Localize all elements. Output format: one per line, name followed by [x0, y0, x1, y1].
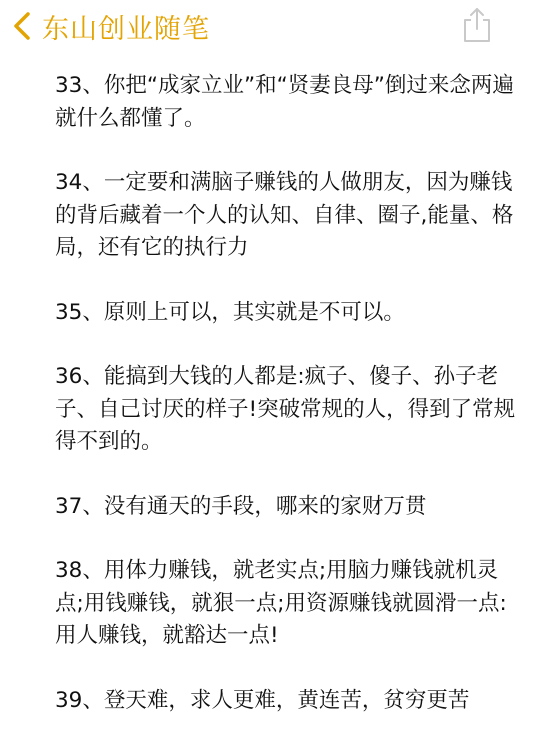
entry-36: 36、能搞到大钱的人都是:疯子、傻子、孙子老子、自己讨厌的样子!突破常规的人，得到了常规得不到的。 — [55, 364, 516, 454]
entry-34: 34、一定要和满脑子赚钱的人做朋友，因为赚钱的背后藏着一个人的认知、自律、圈子,能量、格局，还有它的执行力 — [55, 170, 514, 260]
entry-37: 37、没有通天的手段，哪来的家财万贯 — [55, 493, 427, 519]
entry-38: 38、用体力赚钱，就老实点;用脑力赚钱就机灵点;用钱赚钱，就狠一点;用资源赚钱就圆滑一点:用人赚钱，就豁达一点! — [55, 558, 507, 648]
entry-33: 33、你把“成家立业”和“贤妻良母”倒过来念两遍就什么都懂了。 — [55, 73, 514, 131]
back-button[interactable] — [10, 6, 210, 46]
share-button[interactable] — [460, 6, 494, 44]
entry-35: 35、原则上可以，其实就是不可以。 — [55, 299, 405, 325]
share-icon — [460, 29, 494, 48]
entry-39: 39、登天难，求人更难，黄连苦，贫穷更苦 — [55, 687, 470, 713]
top-bar — [0, 0, 540, 52]
chevron-left-icon — [10, 11, 36, 41]
page-title: 东山创业随笔 — [42, 13, 210, 45]
note-content — [55, 70, 525, 749]
